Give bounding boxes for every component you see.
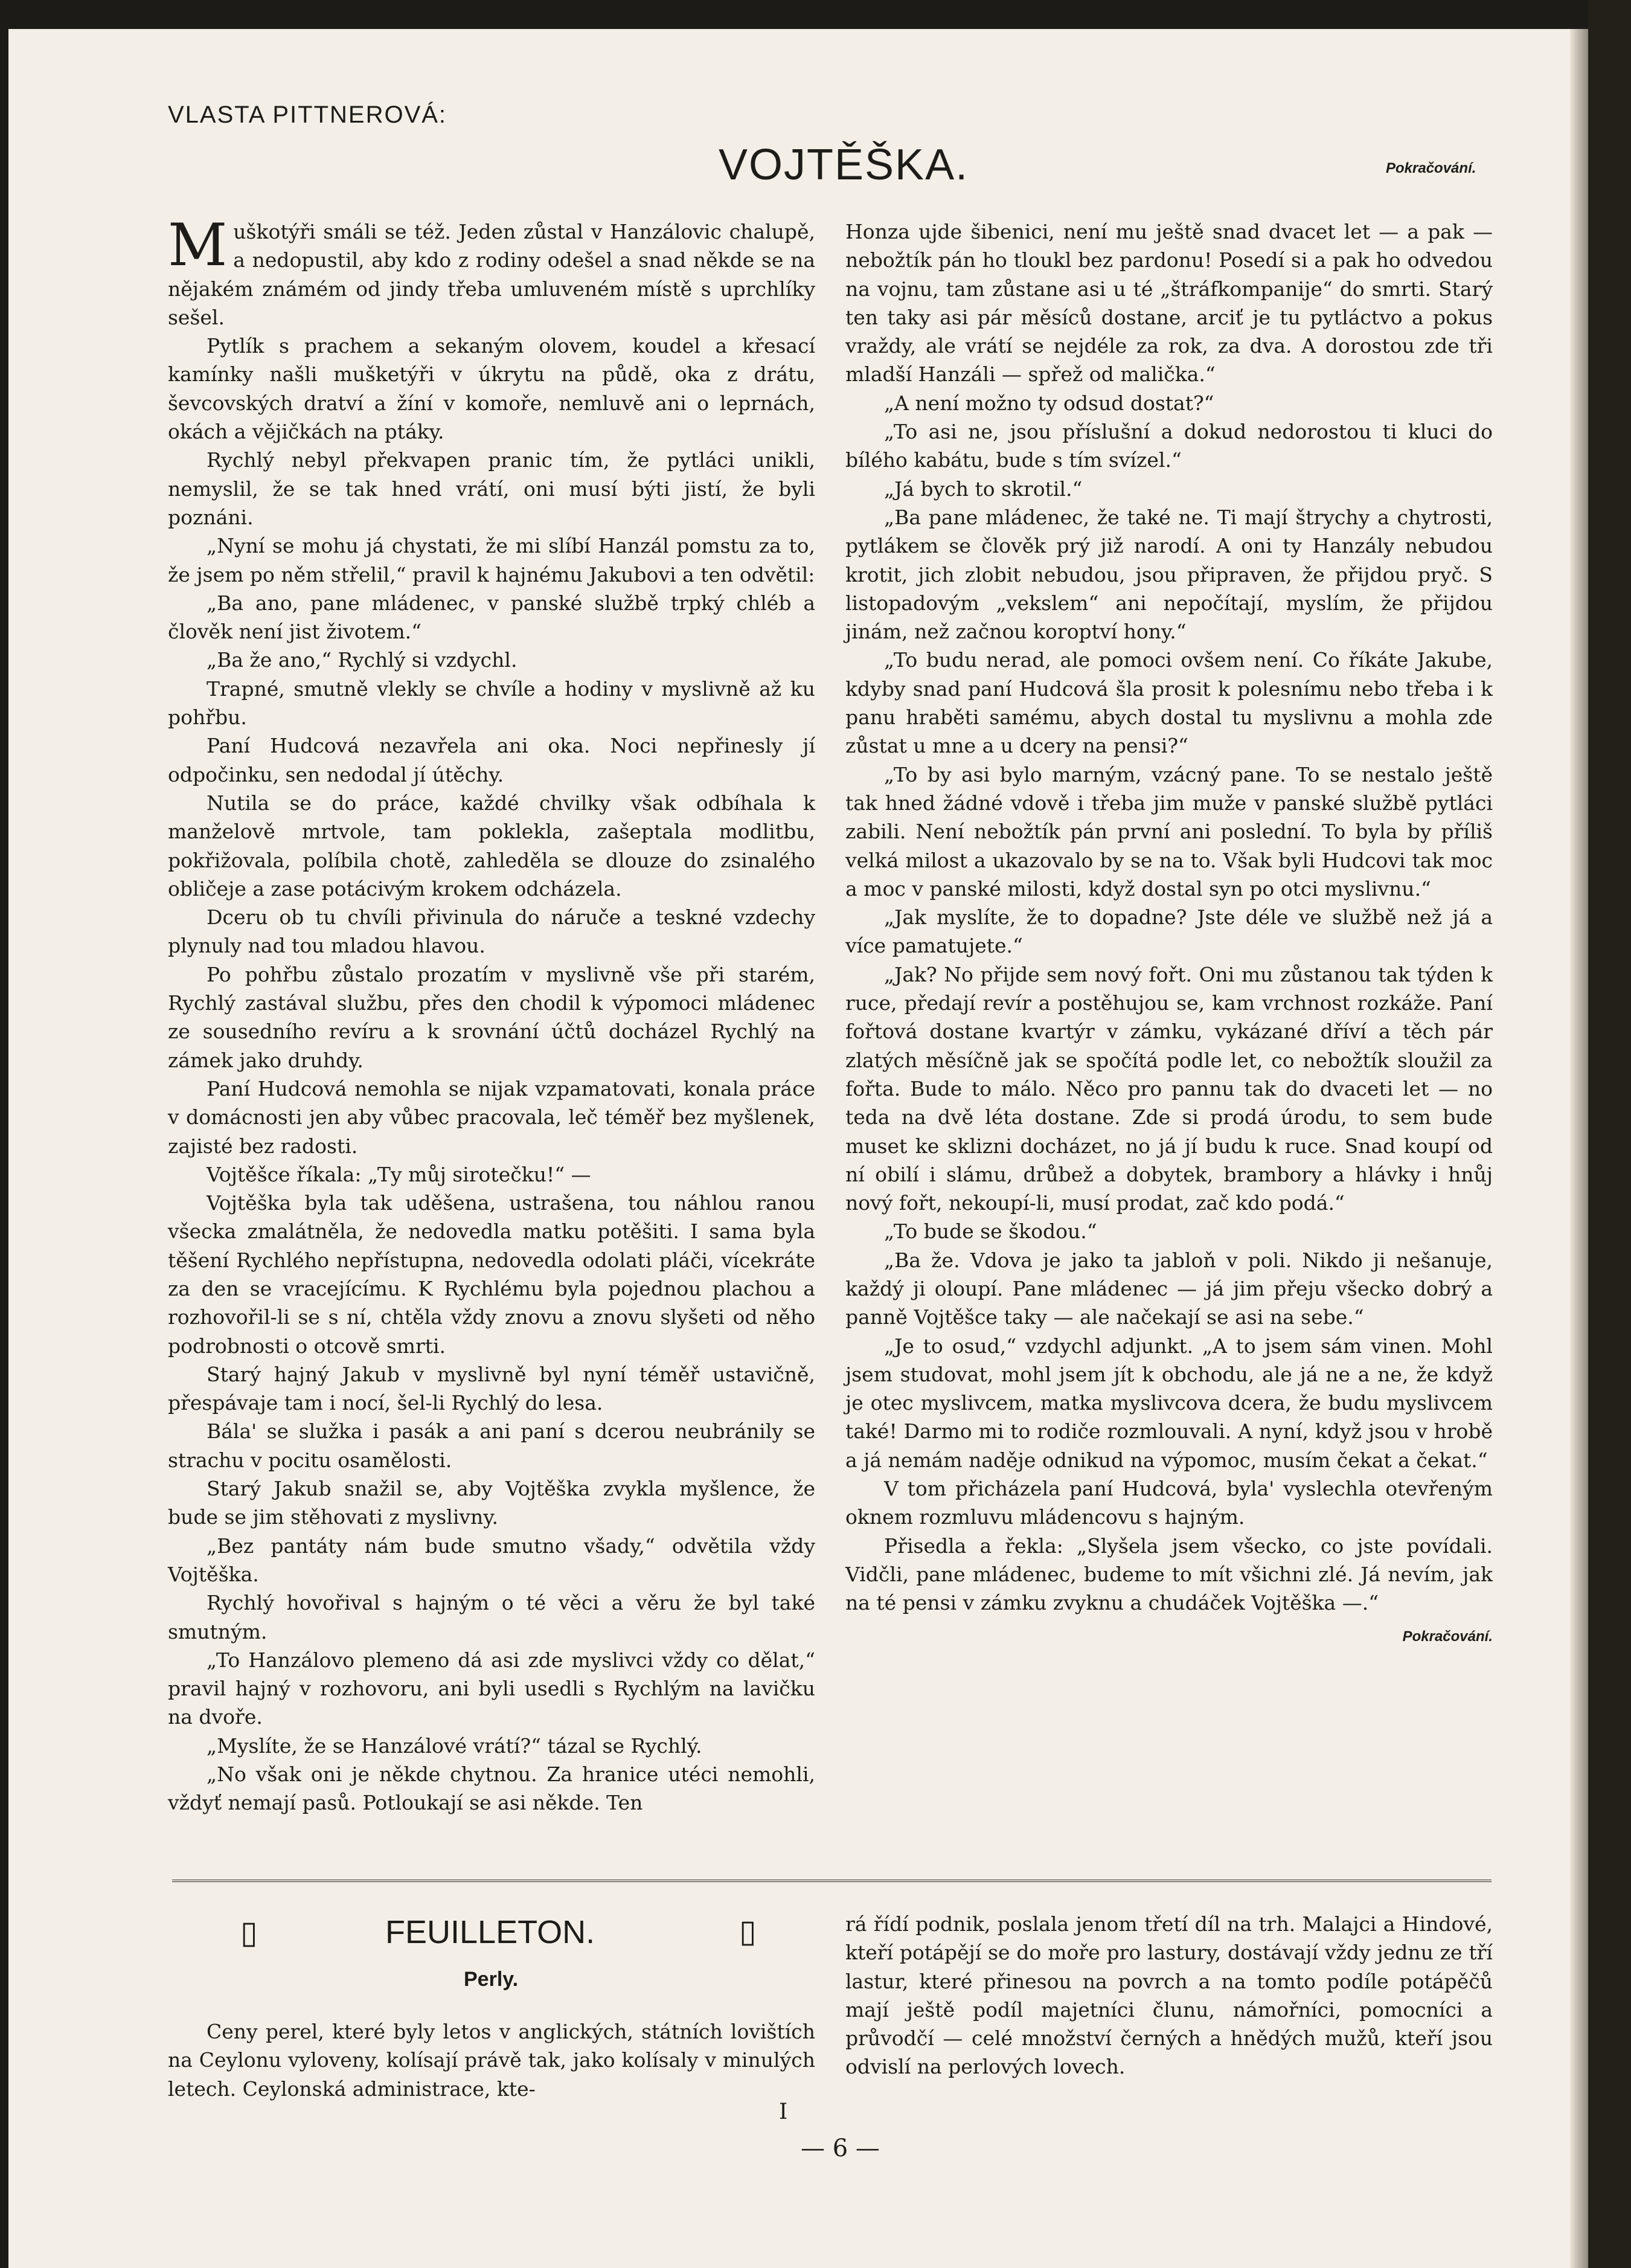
story-paragraph: V tom přicházela paní Hudcová, byla' vyslechla otevřeným oknem rozmluvu mládencovu s hajným.: [845, 1477, 1493, 1529]
printer-mark: I: [779, 2099, 788, 2124]
story-paragraph: „To by asi bylo marným, vzácný pane. To se nestalo ještě tak hned žádné vdově i třeba jim muže v panské službě pytláci zabili. Není nebožtík pán první ani poslední. To byla by příliš velká milost a ukazovalo by se na to. Však byli Hudcovi tak moc a moc v panské milosti, když dostal syn po otci myslivnu.“: [845, 762, 1493, 901]
story-paragraph: Rychlý hovořival s hajným o té věci a věru že byl také smutným.: [168, 1591, 815, 1643]
story-paragraph: Starý Jakub snažil se, aby Vojtěška zvykla myšlence, že bude se jim stěhovati z myslivny.: [168, 1477, 815, 1529]
story-paragraph: Honza ujde šibenici, není mu ještě snad dvacet let — a pak — nebožtík pán ho tloukl bez pardonu! Posedí si a pak ho odvedou na vojnu, tam zůstane asi u té „štráfkompanije“ do smrti. Starý ten taky asi pár měsíců dostane, arciť je tu pytláctvo a pokus vraždy, ale vrátí se nejdéle za rok, za dva. A dorostou zde tři mladší Hanzáli — spřež od malička.“: [845, 220, 1493, 387]
story-paragraph: Po pohřbu zůstalo prozatím v myslivně vše při starém, Rychlý zastával službu, přes den chodil k výpomoci mládenec ze sousedního revíru a k srovnání účtů docházel Rychlý na zámek jako druhdy.: [168, 962, 815, 1072]
story-paragraph: Paní Hudcová nemohla se nijak vzpamatovati, konala práce v domácnosti jen aby vůbec pracovala, leč téměř bez myšlenek, zajisté bez radosti.: [168, 1076, 815, 1158]
story-paragraph: Přisedla a řekla: „Slyšela jsem všecko, co jste povídali. Vidčli, pane mládenec, budeme to mít všichni zlé. Já nevím, jak na té pensi v zámku zvyknu a chudáček Vojtěška —.“: [845, 1534, 1493, 1615]
drop-cap: M: [168, 211, 228, 279]
feuilleton-title: FEUILLETON.: [385, 1914, 595, 1950]
feuilleton-subtitle: Perly.: [464, 1968, 519, 1991]
feuilleton-column-right: [845, 1910, 1493, 2081]
story-paragraph: „Je to osud,“ vzdychl adjunkt. „A to jsem sám vinen. Mohl jsem studovat, mohl jsem jít k obchodu, ale já ne a ne, že když je otec myslivcem, matka myslivcova dcera, že budu myslivcem také! Darmo mi to rodiče rozmlouvali. A nyní, když jsou v hrobě a já nemám naděje odnikud na výpomoc, musím čekat a čekat.“: [845, 1334, 1493, 1472]
story-paragraph: „Jak myslíte, že to dopadne? Jste déle ve službě než já a více pamatujete.“: [845, 905, 1493, 958]
story-paragraph: Bála' se služka i pasák a ani paní s dcerou neubránily se strachu v pocitu osamělosti.: [168, 1419, 815, 1472]
story-paragraph: „No však oni je někde chytnou. Za hranice utéci nemohli, vždyť nemají pasů. Potloukají se asi někde. Ten: [168, 1762, 815, 1815]
ornament-icon: ▯: [240, 1915, 258, 1950]
feuilleton-column-left: [168, 2017, 815, 2103]
story-column-left: [168, 211, 815, 1817]
page-number: — 6 —: [801, 2135, 880, 2162]
story-title: VOJTĚŠKA.: [719, 141, 969, 189]
story-paragraph: Nutila se do práce, každé chvilky však odbíhala k manželově mrtvole, tam poklekla, zašeptala modlitbu, pokřižovala, políbila chotě, zahleděla se dlouze do zsinalého obličeje a zase potácivým krokem odcházela.: [168, 791, 815, 901]
story-paragraph: „To bude se škodou.“: [884, 1219, 1097, 1244]
book-binding: [1588, 0, 1631, 2268]
story-paragraph: „Ba že ano,“ Rychlý si vzdychl.: [207, 648, 517, 672]
story-paragraph: „A není možno ty odsud dostat?“: [884, 391, 1214, 415]
story-paragraph: „Jak? No přijde sem nový fořt. Oni mu zůstanou tak týden k ruce, předají revír a postěhujou se, kam vrchnost rozkáže. Paní fořtová dostane kvartýr v zámku, vykázané dříví a těch pár zlatých měsíčně jak se spočítá podle let, co nebožtík sloužil za fořta. Bude to málo. Něco pro pannu tak do dvaceti let — no teda na dvě léta dostane. Zde si prodá úrodu, to sem bude muset ke sklizni docházet, no já jí budu k ruce. Snad koupí od ní obilí i slámu, drůbež a dobytek, brambory a hlávky i hnůj nový fořt, nekoupí-li, musí prodat, zač kdo podá.“: [845, 962, 1493, 1215]
story-column-right: [845, 217, 1493, 1651]
story-paragraph: „Ba pane mládenec, že také ne. Ti mají štrychy a chytrosti, pytlákem se člověk prý již narodí. A oni ty Hanzály nebudou krotit, jich zlobit nebudou, jsou připraven, že přijdou pryč. S listopadovým „vekslem“ ani nepočítají, myslím, že přijdou jinám, než začnou koroptví hony.“: [845, 505, 1493, 644]
ornament-icon: ▯: [739, 1914, 757, 1949]
story-paragraph: „To budu nerad, ale pomoci ovšem není. Co říkáte Jakube, kdyby snad paní Hudcová šla prosit k polesnímu nebo třeba i k panu hraběti samému, abych dostal tu myslivnu a mohla zde zůstat u mne a u dcery na pensi?“: [845, 648, 1493, 758]
story-paragraph: „Ba že. Vdova je jako ta jabloň v poli. Nikdo ji nešanuje, každý ji oloupí. Pane mládenec — já jim přeju všecko dobrý a panně Vojtěšce taky — ale načekají se asi na sebe.“: [845, 1248, 1493, 1329]
section-divider: [172, 1880, 1492, 1882]
story-paragraph: Dceru ob tu chvíli přivinula do náruče a teskné vzdechy plynuly nad tou mladou hlavou.: [168, 905, 815, 958]
story-paragraph: Trapné, smutně vlekly se chvíle a hodiny v myslivně až ku pohřbu.: [168, 676, 815, 730]
story-paragraph: „Myslíte, že se Hanzálové vrátí?“ tázal se Rychlý.: [207, 1733, 702, 1758]
story-paragraph: „To Hanzálovo plemeno dá asi zde myslivci vždy co dělat,“ pravil hajný v rozhovoru, ani byli usedli s Rychlým na lavičku na dvoře.: [168, 1648, 815, 1729]
story-paragraph: „Bez pantáty nám bude smutno všady,“ odvětila vždy Vojtěška.: [168, 1534, 815, 1586]
story-paragraph: Pytlík s prachem a sekaným olovem, koudel a křesací kamínky našli mušketýři v úkrytu na půdě, oka z drátu, ševcovských dratví a žíní v komoře, nemluvě ani o leprnách, okách a vějičkách na ptáky.: [168, 334, 815, 444]
story-paragraph: „To asi ne, jsou příslušní a dokud nedorostou ti kluci do bílého kabátu, bude s tím svízel.“: [845, 420, 1493, 472]
page-edge: [1570, 29, 1588, 2268]
story-paragraph: Vojtěška byla tak uděšena, ustrašena, tou náhlou ranou všecka zmalátněla, že nedovedla matku potěšiti. I sama byla těšení Rychlého nepřístupna, nedovedla odolati pláči, vícekráte za den se vracejícímu. K Rychlému byla pojednou plachou a rozhovořil-li se s ní, chtěla vždy znovu a znovu slyšeti od něho podrobnosti o otcově smrti.: [168, 1191, 815, 1358]
story-paragraph: Rychlý nebyl překvapen pranic tím, že pytláci unikli, nemyslil, že se tak hned vrátí, oni musí býti jistí, že byli poznáni.: [168, 448, 815, 529]
story-paragraph: Vojtěšce říkala: „Ty můj sirotečku!“ —: [207, 1162, 591, 1186]
continued-note-top: Pokračování.: [1386, 160, 1476, 176]
continued-note-bottom: Pokračování.: [1402, 1628, 1493, 1645]
author-line: VLASTA PITTNEROVÁ:: [168, 101, 447, 128]
story-paragraph: Muškotýři smáli se též. Jeden zůstal v Hanzálovic chalupě, a nedopustil, aby kdo z rodiny odešel a snad někde se na nějakém známém od jindy třeba umluveném místě s uprchlíky sešel.: [168, 211, 815, 329]
story-paragraph: Starý hajný Jakub v myslivně byl nyní téměř ustavičně, přespávaje tam i nocí, šel-li Rychlý do lesa.: [168, 1362, 815, 1415]
story-paragraph: „Já bych to skrotil.“: [884, 477, 1083, 501]
feuilleton-paragraph: Ceny perel, které byly letos v anglických, státních lovištích na Ceylonu vyloveny, kolísají právě tak, jako kolísaly v minulých letech. Ceylonská administrace, kte-: [168, 2020, 815, 2101]
story-paragraph: „Nyní se mohu já chystati, že mi slíbí Hanzál pomstu za to, že jsem po něm střelil,“ pravil k hajnému Jakubovi a ten odvětil:: [168, 534, 815, 586]
story-paragraph: Paní Hudcová nezavřela ani oka. Noci nepřinesly jí odpočinku, sen nedodal jí útěchy.: [168, 734, 815, 786]
story-paragraph: „Ba ano, pane mládenec, v panské službě trpký chléb a člověk není jist životem.“: [168, 591, 815, 644]
feuilleton-paragraph: rá řídí podnik, poslala jenom třetí díl na trh. Malajci a Hindové, kteří potápějí se do moře pro lastury, dostávají vždy jednu ze tří lastur, které přinesou na povrch a na tomto podíle potápěčů mají ještě podíl majetníci člunu, námořníci, pomocníci a průvodčí — celé množství černých a hnědých mužů, kteří jsou odvislí na perlových lovech.: [845, 1912, 1493, 2079]
feuilleton-header: [240, 1913, 766, 1956]
